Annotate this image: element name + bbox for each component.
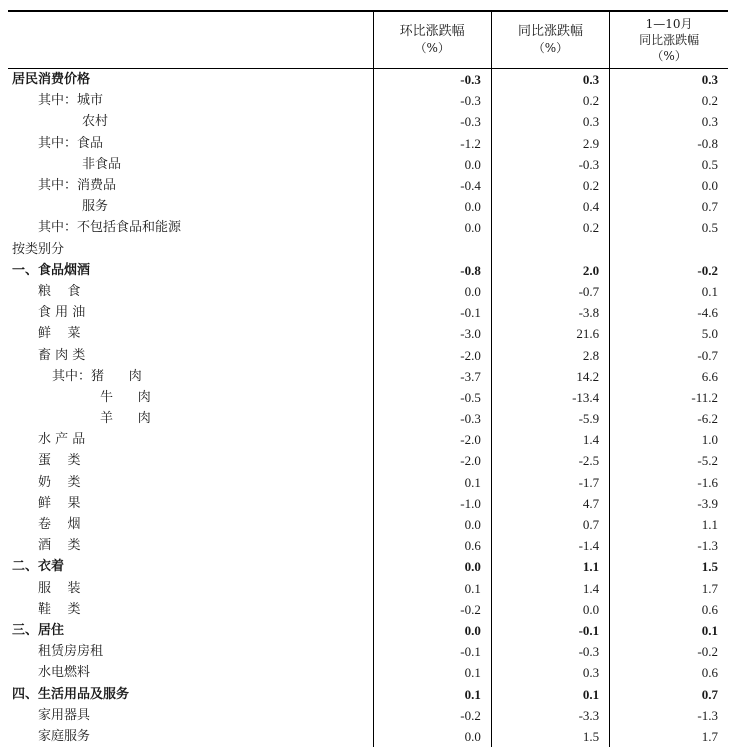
table-row bbox=[8, 578, 728, 599]
yoy-value: 1.1 bbox=[491, 556, 609, 577]
mom-value: -0.2 bbox=[373, 599, 491, 620]
mom-value: -0.8 bbox=[373, 260, 491, 281]
row-label: 卷 烟 bbox=[8, 514, 373, 535]
table-row bbox=[8, 450, 728, 471]
header-yoy bbox=[491, 11, 609, 69]
row-label: 酒 类 bbox=[8, 535, 373, 556]
mom-value: -1.2 bbox=[373, 133, 491, 154]
ytd-value: -4.6 bbox=[610, 302, 728, 323]
mom-value: 0.0 bbox=[373, 514, 491, 535]
header-ytd-unit: （%） bbox=[610, 48, 728, 64]
header-yoy-unit: （%） bbox=[492, 40, 609, 56]
yoy-value: 0.2 bbox=[491, 90, 609, 111]
yoy-value: 0.7 bbox=[491, 514, 609, 535]
ytd-value: -6.2 bbox=[610, 408, 728, 429]
table-row bbox=[8, 387, 728, 408]
ytd-value: 1.7 bbox=[610, 726, 728, 747]
yoy-value: 2.9 bbox=[491, 133, 609, 154]
yoy-value: -3.3 bbox=[491, 705, 609, 726]
yoy-value: 21.6 bbox=[491, 323, 609, 344]
ytd-value: -1.3 bbox=[610, 705, 728, 726]
row-label: 其中：消费品 bbox=[8, 175, 373, 196]
table-row bbox=[8, 133, 728, 154]
ytd-value: -0.7 bbox=[610, 344, 728, 365]
yoy-value: -0.1 bbox=[491, 620, 609, 641]
ytd-value: 0.1 bbox=[610, 281, 728, 302]
table-row bbox=[8, 154, 728, 175]
mom-value: -0.3 bbox=[373, 408, 491, 429]
table-row bbox=[8, 408, 728, 429]
ytd-value: 1.1 bbox=[610, 514, 728, 535]
table-row bbox=[8, 535, 728, 556]
ytd-value: 0.6 bbox=[610, 662, 728, 683]
ytd-value: -1.6 bbox=[610, 472, 728, 493]
table-row bbox=[8, 641, 728, 662]
row-label: 牛 肉 bbox=[8, 387, 373, 408]
yoy-value: -13.4 bbox=[491, 387, 609, 408]
yoy-value: 0.3 bbox=[491, 111, 609, 132]
row-label: 其中：不包括食品和能源 bbox=[8, 217, 373, 238]
table-row bbox=[8, 726, 728, 747]
mom-value: 0.0 bbox=[373, 620, 491, 641]
mom-value: 0.0 bbox=[373, 281, 491, 302]
yoy-value: -1.4 bbox=[491, 535, 609, 556]
table-row bbox=[8, 90, 728, 111]
mom-value: 0.0 bbox=[373, 217, 491, 238]
row-label: 服 装 bbox=[8, 578, 373, 599]
row-label: 水 产 品 bbox=[8, 429, 373, 450]
yoy-value: 1.5 bbox=[491, 726, 609, 747]
table-row bbox=[8, 429, 728, 450]
mom-value: -2.0 bbox=[373, 450, 491, 471]
mom-value: 0.1 bbox=[373, 662, 491, 683]
ytd-value: -1.3 bbox=[610, 535, 728, 556]
ytd-value: -0.8 bbox=[610, 133, 728, 154]
header-ytd-period: 1—10月 bbox=[610, 16, 728, 32]
row-label: 家庭服务 bbox=[8, 726, 373, 747]
ytd-value: 0.1 bbox=[610, 620, 728, 641]
ytd-value: -5.2 bbox=[610, 450, 728, 471]
table-row bbox=[8, 111, 728, 132]
mom-value bbox=[373, 239, 491, 260]
row-label: 四、生活用品及服务 bbox=[8, 683, 373, 704]
table-body bbox=[8, 69, 728, 747]
table-row bbox=[8, 366, 728, 387]
yoy-value: 0.1 bbox=[491, 683, 609, 704]
row-label: 三、居住 bbox=[8, 620, 373, 641]
table-row bbox=[8, 472, 728, 493]
row-label: 粮 食 bbox=[8, 281, 373, 302]
ytd-value: 6.6 bbox=[610, 366, 728, 387]
ytd-value: -0.2 bbox=[610, 641, 728, 662]
mom-value: 0.6 bbox=[373, 535, 491, 556]
ytd-value: 0.0 bbox=[610, 175, 728, 196]
mom-value: -0.3 bbox=[373, 69, 491, 91]
row-label: 畜 肉 类 bbox=[8, 344, 373, 365]
yoy-value: -2.5 bbox=[491, 450, 609, 471]
header-ytd bbox=[610, 11, 728, 69]
row-label: 羊 肉 bbox=[8, 408, 373, 429]
row-label: 二、衣着 bbox=[8, 556, 373, 577]
yoy-value: -0.3 bbox=[491, 154, 609, 175]
ytd-value: 1.0 bbox=[610, 429, 728, 450]
yoy-value: 0.3 bbox=[491, 662, 609, 683]
mom-value: 0.1 bbox=[373, 472, 491, 493]
mom-value: 0.1 bbox=[373, 683, 491, 704]
yoy-value bbox=[491, 239, 609, 260]
header-yoy-title: 同比涨跌幅 bbox=[518, 24, 583, 39]
mom-value: -2.0 bbox=[373, 344, 491, 365]
row-label: 其中：食品 bbox=[8, 133, 373, 154]
yoy-value: 14.2 bbox=[491, 366, 609, 387]
yoy-value: 1.4 bbox=[491, 429, 609, 450]
table-row bbox=[8, 175, 728, 196]
ytd-value: 0.2 bbox=[610, 90, 728, 111]
mom-value: -2.0 bbox=[373, 429, 491, 450]
table-row bbox=[8, 239, 728, 260]
yoy-value: 2.0 bbox=[491, 260, 609, 281]
row-label: 鞋 类 bbox=[8, 599, 373, 620]
mom-value: 0.0 bbox=[373, 154, 491, 175]
yoy-value: 2.8 bbox=[491, 344, 609, 365]
table-header bbox=[8, 11, 728, 69]
mom-value: -0.4 bbox=[373, 175, 491, 196]
mom-value: -0.3 bbox=[373, 111, 491, 132]
ytd-value: 5.0 bbox=[610, 323, 728, 344]
mom-value: 0.0 bbox=[373, 196, 491, 217]
ytd-value: 0.7 bbox=[610, 683, 728, 704]
yoy-value: 0.0 bbox=[491, 599, 609, 620]
yoy-value: -5.9 bbox=[491, 408, 609, 429]
mom-value: -0.5 bbox=[373, 387, 491, 408]
ytd-value: -0.2 bbox=[610, 260, 728, 281]
yoy-value: 0.2 bbox=[491, 217, 609, 238]
row-label: 一、食品烟酒 bbox=[8, 260, 373, 281]
mom-value: -3.0 bbox=[373, 323, 491, 344]
mom-value: -0.1 bbox=[373, 641, 491, 662]
mom-value: -0.3 bbox=[373, 90, 491, 111]
yoy-value: 4.7 bbox=[491, 493, 609, 514]
row-label: 蛋 类 bbox=[8, 450, 373, 471]
ytd-value: 0.3 bbox=[610, 69, 728, 91]
mom-value: -1.0 bbox=[373, 493, 491, 514]
header-ytd-title: 同比涨跌幅 bbox=[610, 32, 728, 48]
ytd-value bbox=[610, 239, 728, 260]
ytd-value: 0.5 bbox=[610, 217, 728, 238]
table-row bbox=[8, 662, 728, 683]
table-row bbox=[8, 493, 728, 514]
yoy-value: -0.7 bbox=[491, 281, 609, 302]
table-row bbox=[8, 514, 728, 535]
ytd-value: 0.6 bbox=[610, 599, 728, 620]
yoy-value: 1.4 bbox=[491, 578, 609, 599]
ytd-value: 1.7 bbox=[610, 578, 728, 599]
header-mom-unit: （%） bbox=[374, 40, 491, 56]
yoy-value: -3.8 bbox=[491, 302, 609, 323]
row-label: 鲜 菜 bbox=[8, 323, 373, 344]
table-row bbox=[8, 344, 728, 365]
table-row bbox=[8, 281, 728, 302]
table-row bbox=[8, 69, 728, 91]
yoy-value: 0.2 bbox=[491, 175, 609, 196]
header-item-column bbox=[8, 11, 373, 69]
ytd-value: 0.3 bbox=[610, 111, 728, 132]
mom-value: 0.0 bbox=[373, 556, 491, 577]
table-row bbox=[8, 620, 728, 641]
table-row bbox=[8, 705, 728, 726]
mom-value: 0.0 bbox=[373, 726, 491, 747]
table-row bbox=[8, 599, 728, 620]
row-label: 食 用 油 bbox=[8, 302, 373, 323]
ytd-value: 0.7 bbox=[610, 196, 728, 217]
yoy-value: -0.3 bbox=[491, 641, 609, 662]
mom-value: -0.1 bbox=[373, 302, 491, 323]
yoy-value: 0.4 bbox=[491, 196, 609, 217]
header-mom bbox=[373, 11, 491, 69]
mom-value: -3.7 bbox=[373, 366, 491, 387]
row-label: 农村 bbox=[8, 111, 373, 132]
table-row bbox=[8, 260, 728, 281]
row-label: 水电燃料 bbox=[8, 662, 373, 683]
ytd-value: -11.2 bbox=[610, 387, 728, 408]
yoy-value: -1.7 bbox=[491, 472, 609, 493]
ytd-value: 1.5 bbox=[610, 556, 728, 577]
mom-value: 0.1 bbox=[373, 578, 491, 599]
row-label: 鲜 果 bbox=[8, 493, 373, 514]
row-label: 奶 类 bbox=[8, 472, 373, 493]
header-mom-title: 环比涨跌幅 bbox=[400, 24, 465, 39]
table-row bbox=[8, 302, 728, 323]
table-row bbox=[8, 196, 728, 217]
cpi-table bbox=[8, 10, 728, 747]
table-row bbox=[8, 683, 728, 704]
row-label: 非食品 bbox=[8, 154, 373, 175]
table-row bbox=[8, 556, 728, 577]
row-label: 家用器具 bbox=[8, 705, 373, 726]
row-label: 其中：城市 bbox=[8, 90, 373, 111]
ytd-value: 0.5 bbox=[610, 154, 728, 175]
table-row bbox=[8, 217, 728, 238]
row-label: 租赁房房租 bbox=[8, 641, 373, 662]
row-label: 居民消费价格 bbox=[8, 69, 373, 91]
row-label: 其中：猪 肉 bbox=[8, 366, 373, 387]
row-label: 按类别分 bbox=[8, 239, 373, 260]
table-row bbox=[8, 323, 728, 344]
yoy-value: 0.3 bbox=[491, 69, 609, 91]
ytd-value: -3.9 bbox=[610, 493, 728, 514]
mom-value: -0.2 bbox=[373, 705, 491, 726]
row-label: 服务 bbox=[8, 196, 373, 217]
